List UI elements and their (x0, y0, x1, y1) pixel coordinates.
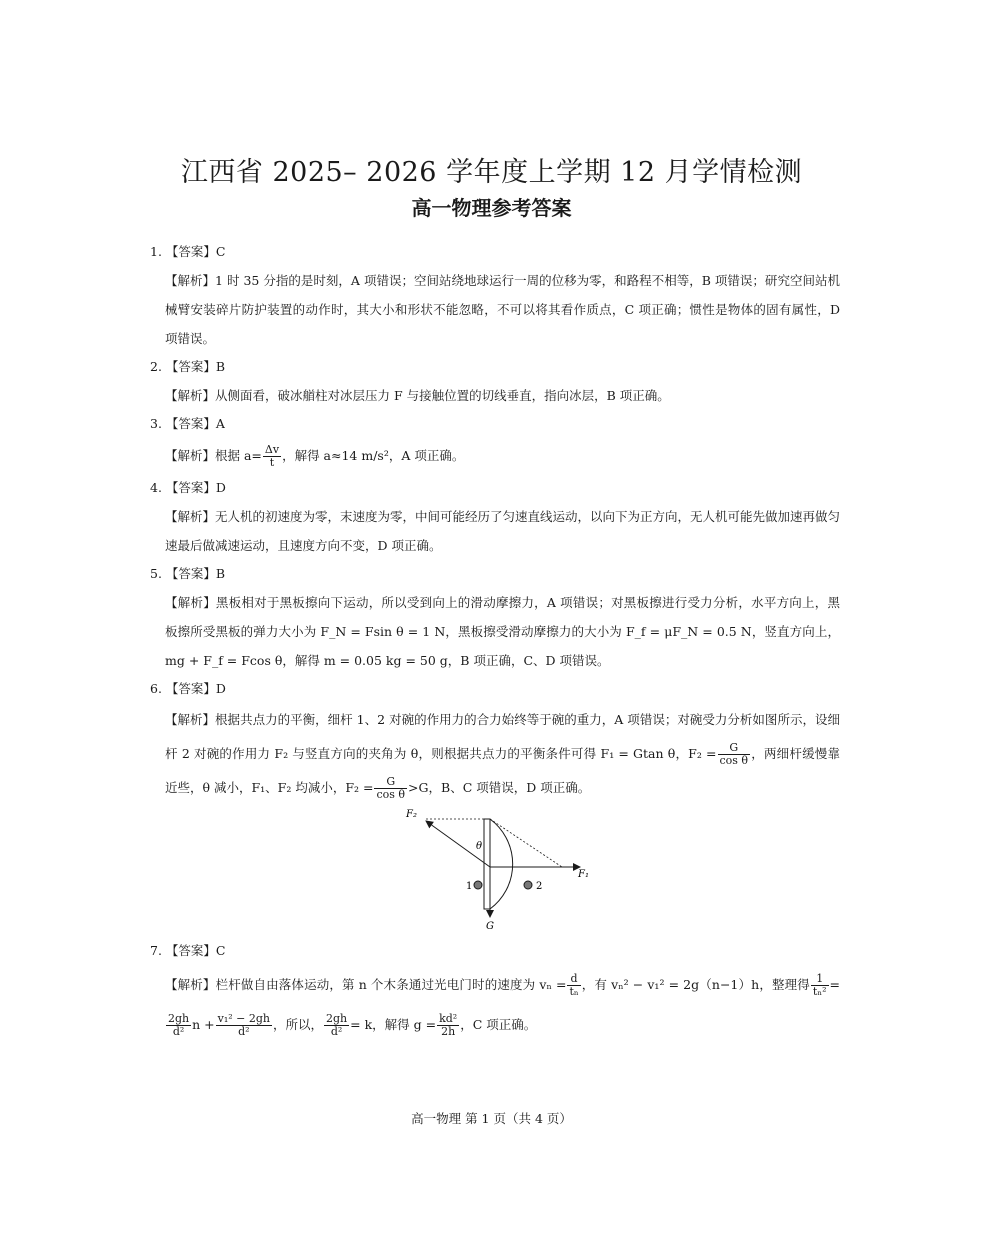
q6-answer: 6. 【答案】D (150, 681, 226, 696)
label-rod-2: 2 (536, 881, 543, 892)
q7-analysis: 【解析】栏杆做自由落体运动，第 n 个木条通过光电门时的速度为 vₙ = $\frac{d}{\text{tₙ}}$ ，有 vₙ² − v₁² = 2g（n−1）h，整理得 $\frac{1}{\text{tₙ²}}$ = $\frac{2gh}{\text{d²}}$ n + $\frac{\text{v₁² − 2gh}}{\text{d²}}$ ，所以， $\frac{2gh}{\text{d²}}$ = k，解得 g = $\frac{\text{kd²}}{2h}$ ，C 项正确。 (165, 972, 840, 1038)
q2-answer: 2. 【答案】B (150, 359, 226, 374)
q5-answer: 5. 【答案】B (150, 566, 226, 581)
page-footer: 高一物理 第 1 页（共 4 页） (411, 1111, 572, 1126)
q6-fraction-1: $\frac{G}{\text{cos θ}}$ (719, 741, 749, 767)
rod-2 (524, 881, 532, 889)
q2-analysis: 【解析】从侧面看，破冰艏柱对冰层压力 F 与接触位置的切线垂直，指向冰层，B 项正确。 (165, 388, 670, 403)
q4-answer: 4. 【答案】D (150, 480, 226, 495)
answer-content (150, 238, 840, 1045)
bowl-arc (490, 819, 513, 909)
q5-analysis: 【解析】黑板相对于黑板擦向下运动，所以受到向上的滑动摩擦力，A 项错误；对黑板擦进行受力分析，水平方向上，黑板擦所受黑板的弹力大小为 F_N = Fsin θ = 1 N，黑板擦受滑动摩擦力的大小为 F_f = μF_N = 0.5 N，竖直方向上，mg + F_f = Fcos θ，解得 m = 0.05 kg = 50 g，B 项正确，C、D 项错误。 (165, 595, 840, 668)
q3-fraction: $\frac{\Delta v}{t}$ (264, 443, 280, 469)
q1-answer: 1. 【答案】C (150, 244, 226, 259)
label-f2: F₂ (406, 809, 417, 820)
rod-1 (474, 881, 482, 889)
q3-analysis: 【解析】根据 a= $\frac{\Delta v}{t}$ ，解得 a≈14 m/s²，A 项正确。 (165, 443, 465, 469)
q3-answer: 3. 【答案】A (150, 416, 225, 431)
label-rod-1: 1 (466, 881, 473, 892)
force-diagram (150, 805, 840, 937)
label-f1: F₁ (578, 869, 589, 880)
label-theta: θ (476, 841, 483, 852)
label-g: G (486, 921, 494, 932)
q1-analysis: 【解析】1 时 35 分指的是时刻，A 项错误；空间站绕地球运行一周的位移为零，和路程不相等，B 项错误；研究空间站机械臂安装碎片防护装置的动作时，其大小和形状不能忽略，不可以将其看作质点，C 项正确；惯性是物体的固有属性，D 项错误。 (165, 273, 840, 346)
document-subtitle: 高一物理参考答案 (411, 196, 572, 220)
bowl-rim (484, 819, 490, 909)
document-title: 江西省 2025– 2026 学年度上学期 12 月学情检测 (180, 157, 803, 188)
q6-fraction-2: $\frac{G}{\text{cos θ}}$ (376, 775, 406, 801)
q6-analysis: 【解析】根据共点力的平衡，细杆 1、2 对碗的作用力的合力始终等于碗的重力，A 项错误；对碗受力分析如图所示，设细杆 2 对碗的作用力 F₂ 与竖直方向的夹角为 θ，则根据共点力的平衡条件可得 F₁ = Gtan θ，F₂ = $\frac{G}{\text{cos θ}}$ ，两细杆缓慢靠近些，θ 减小，F₁、F₂ 均减小，F₂ = $\frac{G}{\text{cos θ}}$ >G，B、C 项错误，D 项正确。 (165, 712, 840, 801)
q4-analysis: 【解析】无人机的初速度为零，末速度为零，中间可能经历了匀速直线运动，以向下为正方向，无人机可能先做加速再做匀速最后做减速运动，且速度方向不变，D 项正确。 (165, 509, 841, 553)
q7-answer: 7. 【答案】C (150, 943, 226, 958)
f1-dashed (490, 819, 562, 867)
